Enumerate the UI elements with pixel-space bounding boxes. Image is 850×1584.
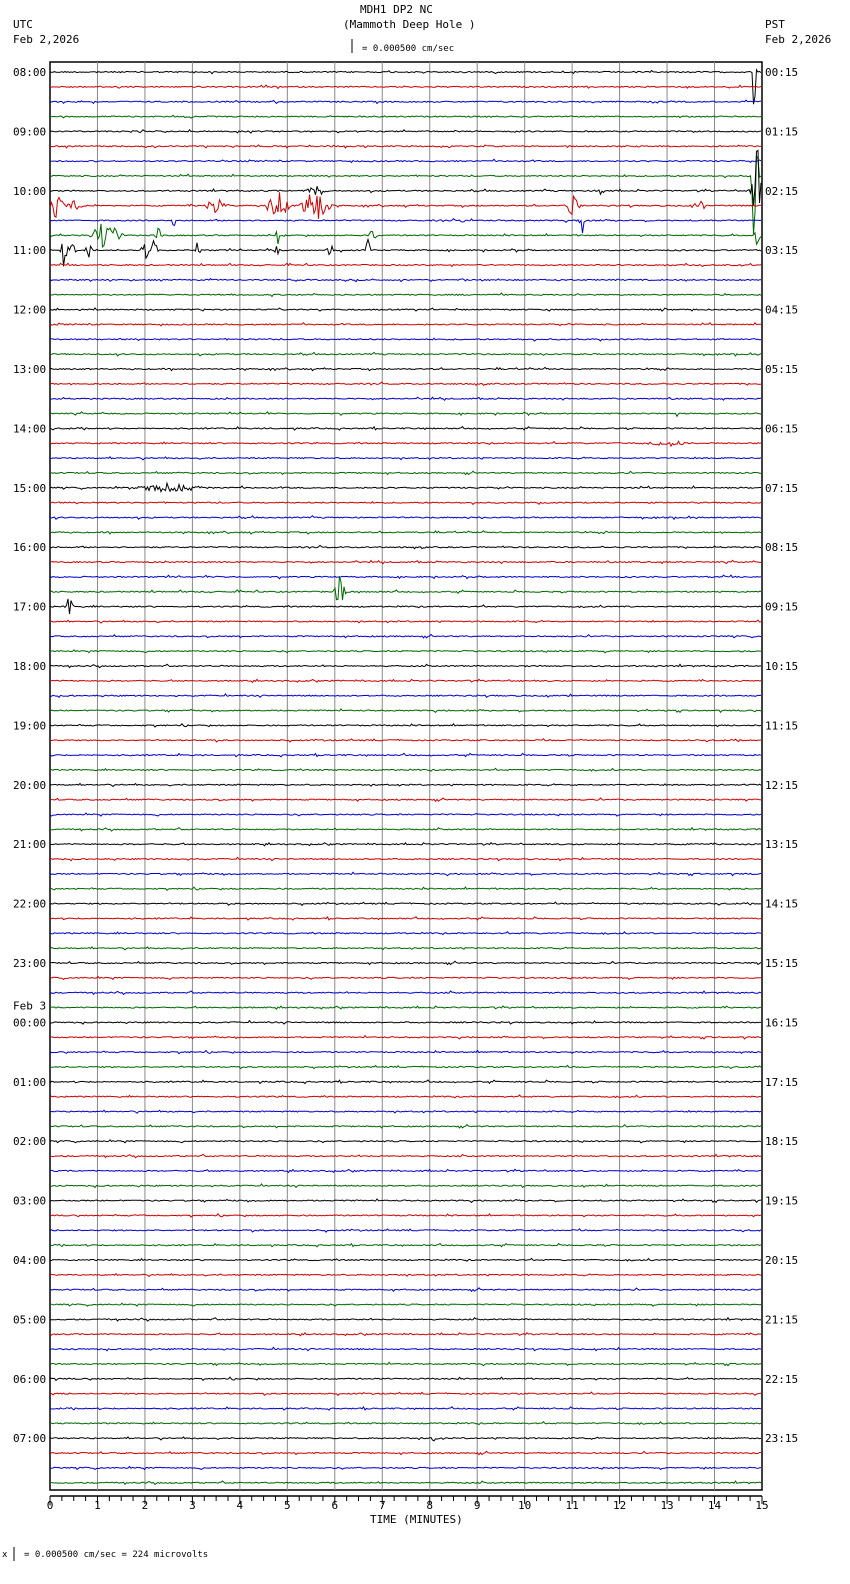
footer-scale-label: = 0.000500 cm/sec = 224 microvolts	[24, 1550, 209, 1560]
trace-line	[50, 293, 761, 297]
trace-line	[50, 531, 761, 534]
utc-hour-label: 11:00	[13, 244, 47, 258]
trace-line	[50, 1065, 761, 1068]
pst-hour-label: 13:15	[765, 838, 799, 852]
x-tick-label: 7	[378, 1499, 386, 1512]
trace-line	[50, 1051, 761, 1054]
pst-hour-label: 22:15	[765, 1372, 799, 1386]
trace-line	[50, 1347, 761, 1351]
scale-label: = 0.000500 cm/sec	[362, 44, 455, 54]
right-date: Feb 2,2026	[765, 33, 832, 46]
trace-line	[50, 457, 761, 460]
trace-line	[50, 115, 761, 118]
trace-line	[50, 1437, 761, 1441]
left-timezone: UTC	[13, 18, 33, 31]
trace-line	[50, 1110, 761, 1113]
trace-line	[50, 441, 761, 446]
trace-line	[50, 239, 761, 266]
trace-line	[50, 483, 761, 492]
utc-hour-label: 03:00	[13, 1194, 47, 1208]
trace-line	[50, 516, 761, 520]
trace-line	[50, 1481, 761, 1484]
utc-hour-label: 15:00	[13, 481, 47, 495]
trace-line	[50, 560, 761, 563]
x-tick-label: 2	[141, 1499, 149, 1512]
trace-line	[50, 352, 761, 356]
pst-hour-label: 18:15	[765, 1135, 799, 1149]
trace-line	[50, 85, 761, 88]
trace-line	[50, 664, 761, 667]
footer-prefix: x	[2, 1550, 8, 1560]
pst-hour-label: 09:15	[765, 600, 799, 614]
x-axis-label: TIME (MINUTES)	[370, 1513, 463, 1526]
pst-hour-label: 12:15	[765, 778, 799, 792]
trace-line	[50, 1288, 761, 1291]
station-title: MDH1 DP2 NC	[360, 3, 433, 16]
pst-hour-label: 11:15	[765, 719, 799, 733]
trace-line	[50, 650, 761, 653]
utc-hour-label: 23:00	[13, 957, 47, 970]
pst-hour-label: 00:15	[765, 66, 799, 79]
trace-line	[50, 192, 761, 219]
x-tick-label: 10	[518, 1499, 532, 1512]
utc-hour-label: 19:00	[13, 719, 47, 733]
trace-line	[50, 1021, 761, 1025]
trace-line	[50, 947, 761, 950]
trace-line	[50, 1199, 761, 1202]
trace-line	[50, 145, 761, 148]
trace-line	[50, 902, 761, 905]
trace-line	[50, 1451, 761, 1454]
trace-line	[50, 843, 761, 846]
trace-line	[50, 575, 761, 579]
trace-line	[50, 1333, 761, 1336]
trace-line	[50, 599, 761, 614]
trace-line	[50, 219, 761, 233]
trace-line	[50, 1362, 761, 1365]
trace-line	[50, 502, 761, 505]
pst-hour-label: 07:15	[765, 481, 799, 495]
pst-hour-label: 08:15	[765, 541, 799, 555]
utc-hour-label: 08:00	[13, 66, 47, 79]
pst-hour-label: 19:15	[765, 1194, 799, 1208]
x-tick-label: 3	[189, 1499, 196, 1512]
trace-line	[50, 872, 761, 875]
trace-line	[50, 1080, 761, 1084]
utc-hour-label: 21:00	[13, 838, 47, 852]
right-timezone: PST	[765, 18, 785, 31]
trace-line	[50, 724, 761, 727]
x-tick-label: 13	[660, 1499, 674, 1512]
trace-line	[50, 961, 761, 964]
trace-line	[50, 1095, 761, 1098]
trace-line	[50, 1154, 761, 1157]
trace-line	[50, 1036, 761, 1039]
trace-line	[50, 150, 761, 206]
trace-line	[50, 753, 761, 757]
utc-hour-label: 17:00	[13, 600, 47, 614]
trace-line	[50, 679, 761, 682]
trace-line	[50, 887, 761, 890]
utc-hour-label: 16:00	[13, 541, 47, 555]
trace-line	[50, 932, 761, 935]
pst-hour-label: 17:15	[765, 1075, 799, 1089]
trace-line	[50, 130, 761, 133]
trace-line	[50, 1274, 761, 1277]
trace-line	[50, 768, 761, 771]
utc-hour-label: 22:00	[13, 897, 47, 911]
x-tick-label: 14	[707, 1499, 722, 1512]
x-tick-label: 12	[612, 1499, 627, 1512]
trace-line	[50, 784, 761, 787]
pst-hour-label: 14:15	[765, 897, 799, 911]
utc-hour-label: 13:00	[13, 363, 47, 376]
pst-hour-label: 01:15	[765, 125, 799, 139]
utc-hour-label: 06:00	[13, 1372, 47, 1386]
utc-hour-label: 00:00	[13, 1016, 47, 1030]
trace-line	[50, 813, 761, 816]
pst-hour-label: 10:15	[765, 660, 799, 673]
trace-line	[50, 382, 761, 385]
utc-hour-label: 18:00	[13, 660, 47, 673]
x-tick-label: 1	[94, 1499, 101, 1512]
left-date: Feb 2,2026	[13, 33, 80, 46]
trace-line	[50, 1169, 761, 1172]
trace-line	[50, 427, 761, 431]
trace-line	[50, 917, 761, 920]
x-tick-label: 4	[236, 1499, 244, 1512]
x-tick-label: 8	[426, 1499, 434, 1512]
trace-line	[50, 1318, 761, 1321]
trace-line	[50, 1243, 761, 1246]
trace-line	[50, 576, 761, 600]
trace-line	[50, 1467, 761, 1470]
trace-line	[50, 367, 761, 370]
trace-line	[50, 1303, 761, 1306]
trace-line	[50, 323, 761, 326]
x-tick-label: 11	[565, 1499, 579, 1512]
pst-hour-label: 03:15	[765, 244, 799, 258]
pst-hour-label: 21:15	[765, 1313, 799, 1327]
trace-line	[50, 1258, 761, 1261]
x-tick-label: 6	[331, 1499, 339, 1512]
trace-line	[50, 1407, 761, 1411]
trace-line	[50, 159, 761, 162]
trace-line	[50, 1422, 761, 1425]
trace-line	[50, 1214, 761, 1217]
x-tick-label: 9	[473, 1499, 481, 1512]
trace-line	[50, 279, 761, 282]
trace-line	[50, 156, 761, 234]
x-tick-label: 15	[755, 1499, 769, 1512]
utc-hour-label: 04:00	[13, 1254, 47, 1267]
utc-hour-label: 12:00	[13, 303, 47, 317]
trace-line	[50, 100, 761, 103]
pst-hour-label: 02:15	[765, 184, 799, 198]
trace-line	[50, 545, 761, 548]
utc-hour-label: 09:00	[13, 125, 47, 139]
trace-line	[50, 798, 761, 801]
trace-line	[50, 412, 761, 417]
pst-hour-label: 06:15	[765, 422, 799, 436]
trace-line	[50, 1229, 761, 1232]
date-change-label: Feb 3	[13, 999, 47, 1013]
trace-line	[50, 635, 761, 638]
pst-hour-label: 23:15	[765, 1432, 799, 1446]
trace-line	[50, 397, 761, 400]
trace-line	[50, 857, 761, 861]
utc-hour-label: 10:00	[13, 184, 47, 198]
trace-line	[50, 620, 761, 623]
trace-line	[50, 1125, 761, 1128]
pst-hour-label: 20:15	[765, 1254, 799, 1267]
trace-line	[50, 224, 761, 247]
x-tick-label: 0	[46, 1499, 54, 1512]
trace-line	[50, 828, 761, 831]
trace-line	[50, 338, 761, 341]
trace-line	[50, 739, 761, 742]
pst-hour-label: 16:15	[765, 1016, 799, 1030]
x-tick-label: 5	[284, 1499, 291, 1512]
utc-hour-label: 07:00	[13, 1432, 47, 1446]
utc-hour-label: 01:00	[13, 1075, 47, 1089]
trace-line	[50, 694, 761, 698]
trace-line	[50, 308, 761, 311]
pst-hour-label: 05:15	[765, 363, 799, 376]
pst-hour-label: 04:15	[765, 303, 799, 317]
trace-line	[50, 709, 761, 712]
pst-hour-label: 15:15	[765, 957, 799, 970]
trace-line	[50, 991, 761, 994]
utc-hour-label: 20:00	[13, 778, 47, 792]
trace-line	[50, 1392, 761, 1395]
utc-hour-label: 02:00	[13, 1135, 47, 1149]
trace-line	[50, 471, 761, 474]
trace-line	[50, 1184, 761, 1188]
trace-line	[50, 263, 761, 266]
trace-line	[50, 1377, 761, 1380]
utc-hour-label: 14:00	[13, 422, 47, 436]
utc-hour-label: 05:00	[13, 1313, 47, 1327]
trace-line	[50, 1006, 761, 1009]
trace-line	[50, 1140, 761, 1143]
station-location: (Mammoth Deep Hole )	[343, 18, 476, 31]
trace-line	[50, 977, 761, 980]
